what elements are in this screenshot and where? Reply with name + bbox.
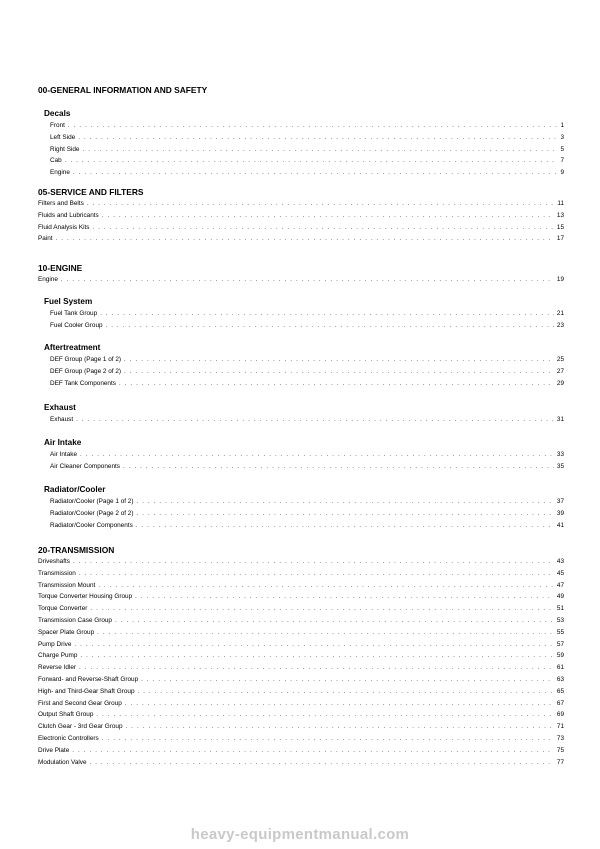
toc-entry[interactable] [38, 233, 564, 245]
entry-page-number: 41 [556, 521, 564, 529]
dot-leader [136, 509, 553, 521]
entry-page-number: 31 [556, 416, 564, 423]
entry-list [44, 354, 564, 389]
dot-leader [80, 651, 553, 663]
dot-leader [73, 557, 554, 569]
dot-leader [74, 640, 554, 652]
dot-leader [83, 145, 558, 157]
entry-page-number: 49 [556, 593, 564, 601]
dot-leader [106, 321, 554, 333]
toc-entry[interactable] [38, 603, 564, 615]
toc-entry[interactable] [38, 698, 564, 710]
group-exhaust [44, 402, 564, 426]
entry-label: Exhaust [50, 416, 74, 423]
dot-leader [102, 734, 554, 746]
entry-page-number: 7 [560, 157, 564, 165]
entry-page-number: 51 [556, 605, 564, 613]
entry-label: Air Intake [50, 451, 77, 458]
entry-label: Cab [50, 157, 62, 165]
dot-leader [102, 211, 554, 223]
toc-entry[interactable] [50, 461, 564, 473]
entry-page-number: 69 [556, 711, 564, 719]
entry-label: Charge Pump [38, 652, 78, 660]
toc-entry[interactable] [50, 449, 564, 461]
entry-label: Pump Drive [38, 640, 72, 648]
group-aftertreatment [44, 342, 564, 389]
dot-leader [124, 355, 554, 367]
entry-label: Transmission [38, 569, 76, 577]
group-title: Decals [44, 109, 71, 118]
dot-leader [80, 450, 554, 462]
entry-label: Fluids and Lubricants [38, 211, 99, 219]
dot-leader [125, 699, 554, 711]
entry-page-number: 27 [556, 367, 564, 375]
dot-leader [78, 133, 557, 145]
dot-leader [136, 497, 553, 509]
dot-leader [100, 309, 554, 321]
entry-page-number: 77 [556, 758, 564, 766]
entry-label: Driveshafts [38, 558, 70, 565]
dot-leader [115, 616, 554, 628]
entry-label: Radiator/Cooler (Page 1 of 2) [50, 498, 134, 505]
entry-list [44, 120, 564, 179]
toc-entry[interactable] [38, 274, 564, 286]
toc-entry[interactable] [38, 580, 564, 592]
entry-label: Fuel Tank Group [50, 310, 98, 317]
entry-page-number: 29 [556, 379, 564, 387]
entry-page-number: 33 [556, 451, 564, 458]
entry-page-number: 67 [556, 699, 564, 707]
entry-label: Radiator/Cooler Components [50, 521, 133, 529]
dot-leader [136, 521, 554, 533]
entry-list [44, 308, 564, 332]
dot-leader [61, 275, 554, 287]
dot-leader [124, 367, 554, 379]
entry-label: Engine [38, 276, 58, 283]
toc-entry[interactable] [38, 757, 564, 769]
dot-leader [138, 687, 554, 699]
entry-label: Front [50, 122, 65, 129]
entry-page-number: 13 [556, 211, 564, 219]
section-00 [38, 84, 564, 179]
entry-list [38, 198, 564, 245]
entry-page-number: 53 [556, 616, 564, 624]
section-05 [38, 186, 564, 245]
entry-label: Fluid Analysis Kits [38, 223, 90, 231]
entry-list [44, 449, 564, 473]
toc-entry[interactable] [50, 378, 564, 390]
toc-entry[interactable] [50, 308, 564, 320]
dot-leader [98, 581, 554, 593]
entry-page-number: 1 [560, 122, 564, 129]
toc-entry[interactable] [38, 733, 564, 745]
section-20 [38, 544, 564, 768]
entry-page-number: 57 [556, 640, 564, 648]
dot-leader [126, 722, 554, 734]
group-air-intake [44, 437, 564, 473]
toc-entry[interactable] [50, 508, 564, 520]
dot-leader [96, 710, 553, 722]
toc-entry[interactable] [50, 167, 564, 179]
toc-entry[interactable] [38, 686, 564, 698]
watermark: heavy-equipmentmanual.com [190, 826, 410, 843]
entry-page-number: 11 [557, 200, 564, 207]
toc-entry[interactable] [38, 591, 564, 603]
section-title: 10-ENGINE [38, 263, 83, 273]
group-title: Radiator/Cooler [44, 485, 106, 494]
dot-leader [90, 758, 554, 770]
toc-entry[interactable] [38, 721, 564, 733]
toc-entry[interactable] [38, 210, 564, 222]
entry-label: Engine [50, 169, 70, 177]
group-title: Aftertreatment [44, 343, 101, 352]
entry-label: Torque Converter Housing Group [38, 593, 133, 601]
group-title: Air Intake [44, 438, 82, 447]
dot-leader [56, 234, 554, 246]
entry-page-number: 37 [556, 498, 564, 505]
section-10 [38, 262, 564, 529]
toc-entry[interactable] [50, 144, 564, 156]
toc-entry[interactable] [38, 198, 564, 210]
toc-entry[interactable] [50, 120, 564, 132]
toc-entry[interactable] [38, 745, 564, 757]
toc-entry[interactable] [38, 222, 564, 234]
entry-page-number: 21 [556, 310, 564, 317]
entry-label: Transmission Case Group [38, 616, 112, 624]
dot-leader [97, 628, 554, 640]
group-fuel-system [44, 296, 564, 332]
toc-entry[interactable] [50, 320, 564, 332]
entry-label: First and Second Gear Group [38, 699, 122, 707]
entry-page-number: 25 [556, 356, 564, 363]
entry-page-number: 15 [556, 223, 564, 231]
dot-leader [79, 663, 554, 675]
entry-label: Modulation Valve [38, 758, 87, 766]
section-title: 05-SERVICE AND FILTERS [38, 187, 144, 197]
entry-page-number: 63 [556, 675, 564, 683]
toc-entry[interactable] [38, 639, 564, 651]
toc-entry[interactable] [38, 674, 564, 686]
entry-label: Reverse Idler [38, 664, 77, 672]
dot-leader [65, 156, 558, 168]
entry-label: Right Side [50, 145, 80, 153]
entry-page-number: 73 [556, 734, 564, 742]
toc-entry[interactable] [50, 366, 564, 378]
entry-label: DEF Group (Page 1 of 2) [50, 356, 122, 363]
entry-list [44, 414, 564, 426]
toc-entry[interactable] [50, 155, 564, 167]
toc-entry[interactable] [50, 354, 564, 366]
group-title: Fuel System [44, 297, 93, 306]
entry-page-number: 45 [556, 569, 564, 577]
entry-label: Torque Converter [38, 605, 88, 613]
dot-leader [87, 199, 555, 211]
entry-page-number: 3 [560, 133, 564, 141]
toc-entry[interactable] [38, 568, 564, 580]
entry-page-number: 5 [560, 145, 564, 153]
toc-entry[interactable] [38, 556, 564, 568]
entry-label: Paint [38, 235, 53, 243]
dot-leader [90, 604, 554, 616]
dot-leader [68, 121, 558, 133]
entry-page-number: 35 [556, 462, 564, 470]
toc-entry[interactable] [50, 496, 564, 508]
dot-leader [76, 415, 554, 427]
entry-page-number: 65 [556, 687, 564, 695]
entry-label: DEF Group (Page 2 of 2) [50, 367, 122, 375]
entry-label: Radiator/Cooler (Page 2 of 2) [50, 509, 134, 517]
entry-label: Spacer Plate Group [38, 628, 95, 636]
entry-label: Filters and Belts [38, 200, 84, 207]
entry-page-number: 9 [560, 169, 564, 177]
entry-page-number: 59 [556, 652, 564, 660]
entry-label: Air Cleaner Components [50, 462, 120, 470]
entry-label: Forward- and Reverse-Shaft Group [38, 675, 139, 683]
entry-page-number: 61 [556, 664, 564, 672]
dot-leader [123, 462, 554, 474]
toc-entry[interactable] [38, 709, 564, 721]
toc-entry[interactable] [38, 615, 564, 627]
entry-page-number: 23 [556, 321, 564, 329]
entry-page-number: 75 [556, 746, 564, 754]
entry-label: Electronic Controllers [38, 734, 99, 742]
entry-label: Fuel Cooler Group [50, 321, 103, 329]
toc-entry[interactable] [38, 662, 564, 674]
toc-entry[interactable] [50, 414, 564, 426]
entry-page-number: 43 [556, 558, 564, 565]
toc-entry[interactable] [50, 520, 564, 532]
dot-leader [72, 746, 554, 758]
dot-leader [93, 223, 554, 235]
entry-page-number: 71 [556, 723, 564, 731]
entry-page-number: 19 [556, 276, 564, 283]
entry-list [38, 556, 564, 768]
dot-leader [73, 168, 558, 180]
entry-label: Left Side [50, 133, 76, 141]
entry-list [44, 496, 564, 531]
dot-leader [135, 592, 554, 604]
entry-list [38, 274, 564, 286]
entry-label: DEF Tank Components [50, 379, 116, 387]
section-title: 00-GENERAL INFORMATION AND SAFETY [38, 85, 208, 95]
entry-label: Transmission Mount [38, 581, 96, 589]
entry-label: Output Shaft Group [38, 711, 94, 719]
entry-label: High- and Third-Gear Shaft Group [38, 687, 135, 695]
section-title: 20-TRANSMISSION [38, 545, 115, 555]
entry-label: Clutch Gear - 3rd Gear Group [38, 723, 123, 731]
dot-leader [119, 379, 554, 391]
toc-entry[interactable] [38, 627, 564, 639]
group-radiator-cooler [44, 484, 564, 531]
toc-entry[interactable] [50, 132, 564, 144]
group-title: Exhaust [44, 403, 76, 412]
entry-label: Drive Plate [38, 746, 70, 754]
group-decals [44, 108, 564, 179]
dot-leader [79, 569, 554, 581]
toc-entry[interactable] [38, 650, 564, 662]
entry-page-number: 47 [556, 581, 564, 589]
entry-page-number: 55 [556, 628, 564, 636]
entry-page-number: 17 [556, 235, 564, 243]
dot-leader [141, 675, 554, 687]
entry-page-number: 39 [556, 509, 564, 517]
